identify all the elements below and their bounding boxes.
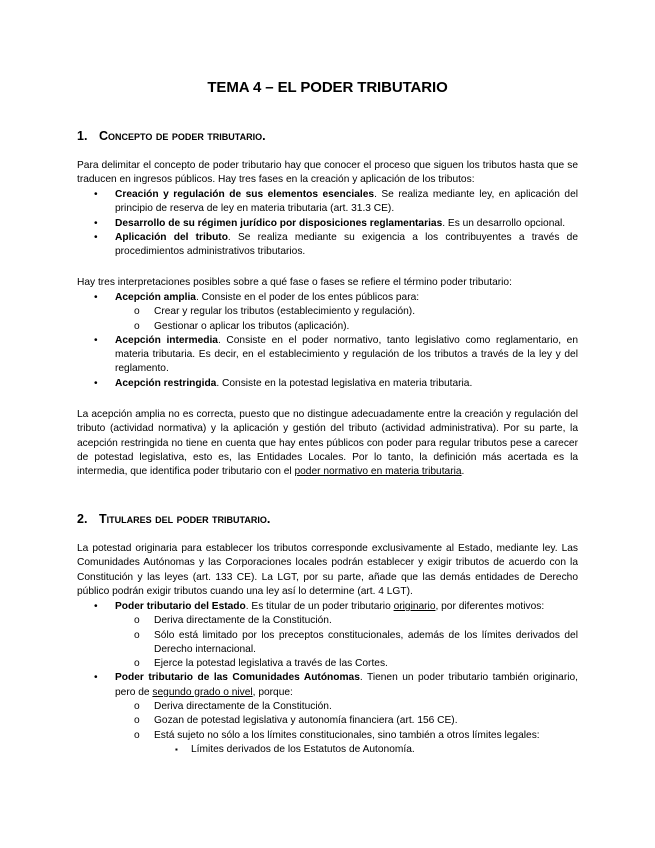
item-text: Está sujeto no sólo a los límites constitucionales, sino también a otros límites legales: [154,729,540,741]
item-text: . Se realiza mediante su exigencia a los contribuyentes a través de procedimientos administrativos tributarios. [115,231,578,258]
list-item [77,600,578,614]
item-text: , porque: [252,686,293,698]
item-text: Deriva directamente de la Constitución. [154,615,332,627]
list-item [77,188,578,217]
list-item [77,671,578,700]
item-text: Crear y regular los tributos (establecimiento y regulación). [154,306,416,318]
sub-list-item [77,629,578,658]
circle-marker: o [134,729,140,741]
circle-marker: o [134,715,140,727]
phases-list [77,188,578,259]
item-text: Límites derivados de los Estatutos de Autonomía. [191,743,415,755]
item-term: Poder tributario del Estado [115,601,246,612]
sub-list-item [77,614,578,628]
item-text: . Tienen un poder tributario también originario, pero de [115,672,578,698]
section-number: 1. [77,129,88,143]
sub-list-item [77,657,578,671]
sub-list-item [77,729,578,743]
item-text: Gestionar o aplicar los tributos (aplicación). [154,320,350,332]
circle-marker: o [134,701,140,713]
circle-marker: o [134,658,140,670]
bullet-marker: • [94,189,98,200]
bullet-marker: • [94,672,98,684]
item-text: . Es un desarrollo opcional. [442,217,566,229]
item-text: . Consiste en la potestad legislativa en materia tributaria. [216,377,473,389]
section-title: Titulares del poder tributario. [99,512,271,526]
paragraph-end: . [461,466,465,478]
circle-marker: o [134,320,140,332]
circle-marker: o [134,629,140,641]
item-term: Aplicación del tributo [115,231,228,243]
item-term: Desarrollo de su régimen jurídico por disposiciones reglamentarias [115,217,443,229]
sub-list-item [77,700,578,714]
bullet-marker: • [94,601,98,612]
paragraph [77,408,578,479]
item-text: . Consiste en el poder de los entes públicos para: [195,292,420,303]
circle-marker: o [134,306,140,318]
square-marker: ▪ [175,744,178,754]
paragraph: Hay tres interpretaciones posibles sobre a qué fase o fases se refiere el término poder tributario: [77,277,512,288]
section-2-heading [77,512,270,526]
section-title: Concepto de poder tributario. [99,129,266,143]
list-item [77,334,578,377]
item-text: Deriva directamente de la Constitución. [154,701,332,713]
list-item [77,291,578,305]
item-text: . Es titular de un poder tributario [245,601,394,612]
bullet-marker: • [94,217,98,229]
item-text: Sólo está limitado por los preceptos constitucionales, además de los límites derivados del Derecho internacional. [154,629,578,655]
bullet-marker: • [94,231,98,243]
item-text: . Consiste en el poder normativo, tanto legislativo como reglamentario, en materia tributaria. Es decir, en el establecimiento y regulación de los tributos a través de la ley y del reglamento. [115,334,578,375]
bullet-marker: • [94,377,98,389]
item-term: Acepción restringida [115,377,217,389]
paragraph: Para delimitar el concepto de poder tributario hay que conocer el proceso que siguen los tributos hasta que se traducen en ingresos públicos. Hay tres fases en la creación y aplicación de los tributos: [77,160,578,186]
bullet-marker: • [94,292,98,303]
section-number: 2. [77,512,88,526]
acepciones-list [77,291,578,391]
item-term: Poder tributario de las Comunidades Autónomas [115,672,360,684]
underlined-term: poder normativo en materia tributaria [294,466,462,478]
list-item [77,217,578,231]
underlined-term: originario [393,601,436,612]
sub-list-item [77,714,578,728]
item-text: , por diferentes motivos: [435,601,545,612]
sub-list-item [77,320,578,334]
item-text: . Se realiza mediante ley, en aplicación del principio de reserva de ley en materia tributaria (art. 31.3 CE). [115,189,578,215]
titulares-list [77,600,578,757]
paragraph-text: La acepción amplia no es correcta, puesto que no distingue adecuadamente entre la creación y regulación del tributo (actividad normativa) y la aplicación y gestión del tributo (actividad administrativa). Por su parte, la acepción restringida no tiene en cuenta que hay entes públicos con poder para regular tributos pese a carecer de potestad legislativa, esto es, las Entidades Locales. Por lo tanto, la definición más acertada es la intermedia, que identifica poder tributario con el [77,409,578,478]
circle-marker: o [134,615,140,627]
paragraph: La potestad originaria para establecer los tributos corresponde exclusivamente al Estado, mediante ley. Las Comunidades Autónomas y las Corporaciones locales podrán establecer y exigir tributos de acuerdo con la Constitución y las leyes (art. 133 CE). La LGT, por su parte, añade que las demás entidades de Derecho público podrán exigir tributos cuando una ley así lo determine (art. 4 LGT). [77,543,578,597]
section-1-heading [77,129,266,143]
item-text: Ejerce la potestad legislativa a través de las Cortes. [154,658,388,670]
sub-list-item [77,305,578,319]
list-item [77,231,578,260]
underlined-term: segundo grado o nivel [152,686,253,698]
item-term: Acepción amplia [115,292,196,303]
page-title: TEMA 4 – EL PODER TRIBUTARIO [207,79,448,96]
item-term: Creación y regulación de sus elementos esenciales [115,189,375,200]
list-item [77,377,578,391]
item-text: Gozan de potestad legislativa y autonomía financiera (art. 156 CE). [154,715,458,727]
bullet-marker: • [94,334,98,346]
sub-sub-list-item [77,743,578,757]
item-term: Acepción intermedia [115,334,218,346]
